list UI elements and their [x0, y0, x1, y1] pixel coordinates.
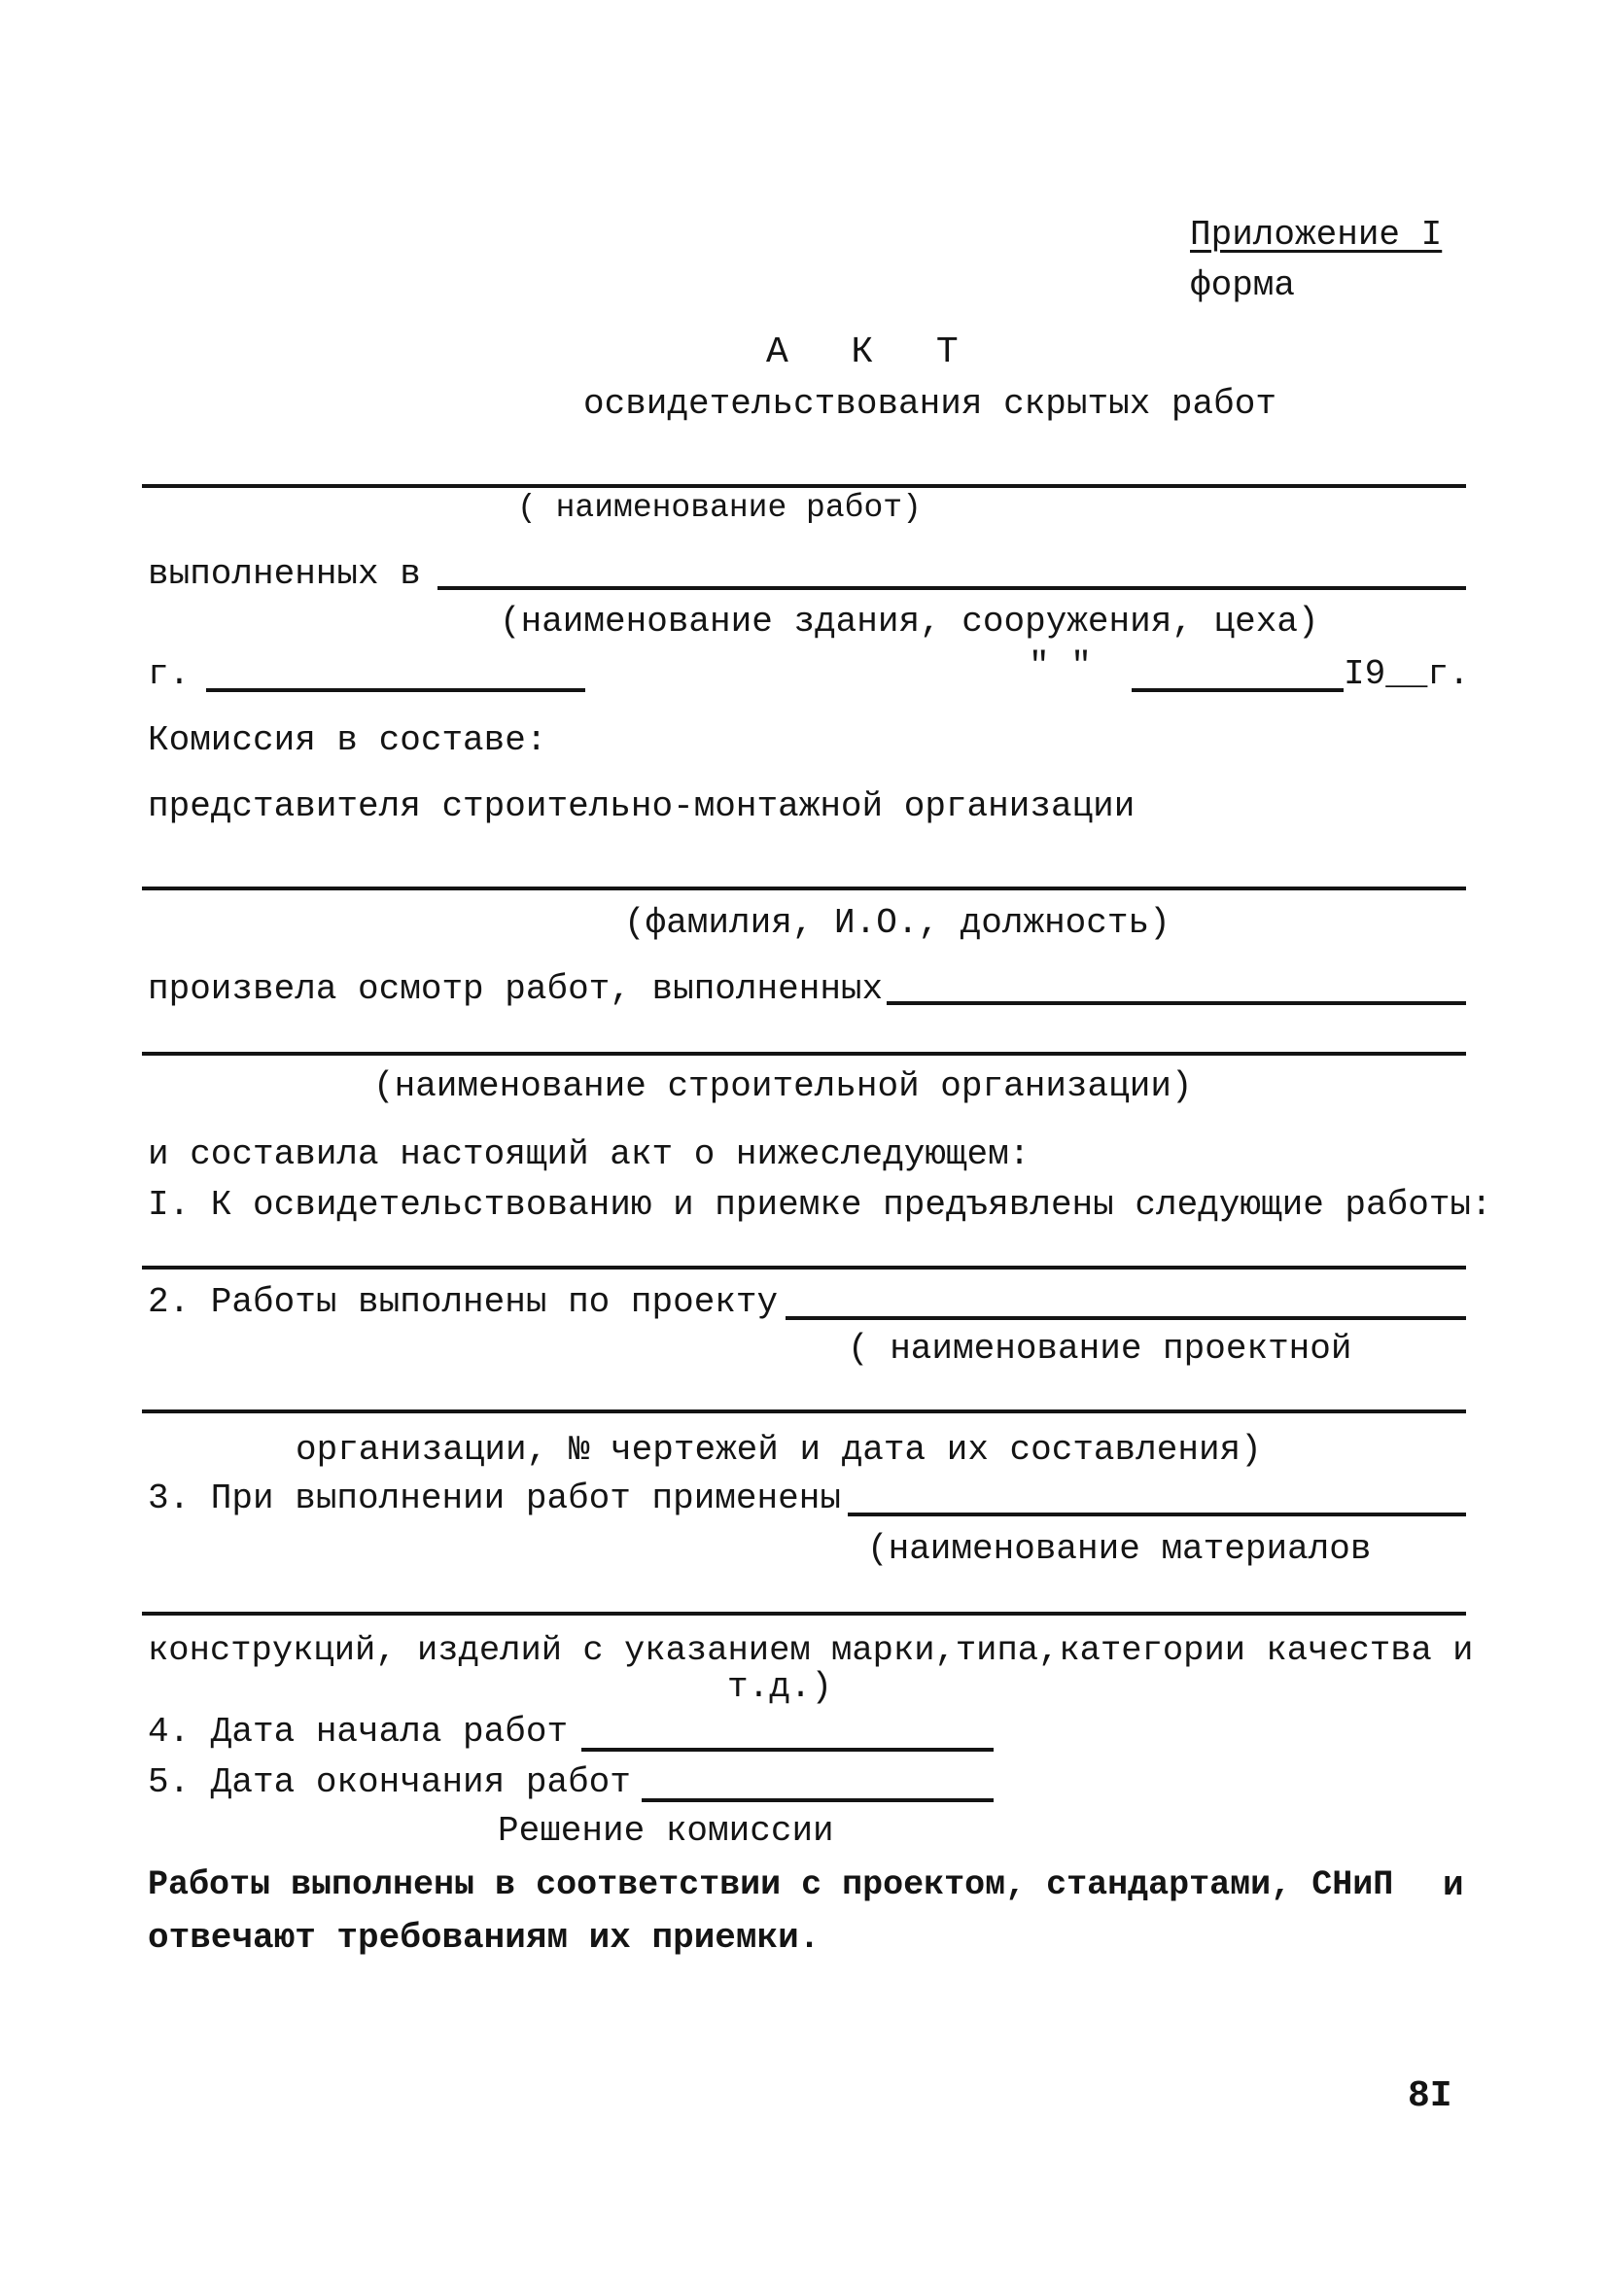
act-subtitle: освидетельствования скрытых работ — [583, 384, 1276, 424]
inspected-line — [887, 1001, 1466, 1005]
decision-heading: Решение комиссии — [498, 1811, 834, 1851]
item-3-caption-3: т.д.) — [727, 1667, 833, 1707]
appendix-label: Приложение I — [1190, 215, 1443, 255]
city-line — [206, 688, 585, 692]
inspected-label: произвела осмотр работ, выполненных — [148, 969, 884, 1009]
decision-line-1: Работы выполнены в соответствии с проектом, стандартами, СНиП — [148, 1865, 1394, 1904]
commission-label: Комиссия в составе: — [148, 720, 547, 760]
item-4: 4. Дата начала работ — [148, 1712, 569, 1752]
item-3-line — [848, 1513, 1466, 1516]
date-quotes: " " — [1029, 646, 1092, 686]
decision-line-2: отвечают требованиям их приемки. — [148, 1918, 821, 1958]
works-name-line — [142, 484, 1466, 488]
item-2-line — [786, 1316, 1466, 1320]
item-3-caption-2: конструкций, изделий с указанием марки,типа,категории качества и — [148, 1630, 1474, 1670]
item-5-line — [642, 1798, 994, 1802]
item-2: 2. Работы выполнены по проекту — [148, 1282, 779, 1322]
page-number: 8I — [1408, 2075, 1452, 2117]
person-line — [142, 887, 1466, 890]
works-name-caption: ( наименование работ) — [517, 490, 922, 526]
act-title: А К Т — [766, 331, 979, 373]
date-line — [1132, 688, 1344, 692]
item-3-line-2 — [142, 1612, 1466, 1616]
person-caption: (фамилия, И.О., должность) — [624, 903, 1171, 943]
org-caption: (наименование строительной организации) — [373, 1066, 1193, 1106]
item-1-line — [142, 1266, 1466, 1270]
item-2-caption-2: организации, № чертежей и дата их составления) — [296, 1430, 1262, 1470]
building-name-line — [437, 586, 1466, 590]
form-label: форма — [1190, 265, 1296, 305]
building-caption: (наименование здания, сооружения, цеха) — [500, 602, 1319, 642]
compiled-label: и составила настоящий акт о нижеследующем: — [148, 1134, 1031, 1174]
item-2-caption-1: ( наименование проектной — [848, 1329, 1352, 1369]
item-4-line — [581, 1748, 994, 1752]
city-label: г. — [148, 654, 191, 694]
item-1: I. К освидетельствованию и приемке предъявлены следующие работы: — [148, 1185, 1492, 1225]
year-label: I9__г. — [1344, 654, 1470, 694]
item-5: 5. Дата окончания работ — [148, 1762, 631, 1802]
item-3-caption-1: (наименование материалов — [867, 1529, 1372, 1569]
item-2-line-2 — [142, 1409, 1466, 1413]
org-line — [142, 1052, 1466, 1056]
representative-label: представителя строительно-монтажной организации — [148, 786, 1136, 826]
decision-line-1-end: и — [1443, 1865, 1464, 1905]
item-3: 3. При выполнении работ применены — [148, 1478, 841, 1518]
performed-in-label: выполненных в — [148, 554, 421, 594]
